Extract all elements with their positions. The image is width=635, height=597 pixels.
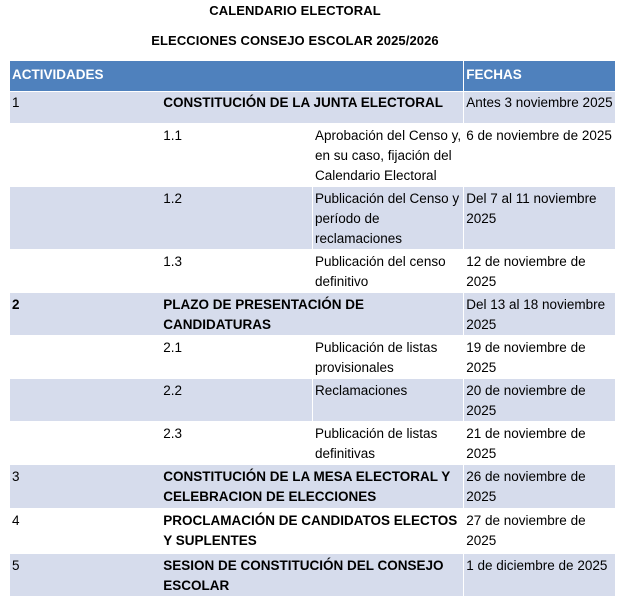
row-activity: CONSTITUCIÓN DE LA JUNTA ELECTORAL bbox=[161, 92, 464, 124]
document-title: CALENDARIO ELECTORAL bbox=[209, 3, 381, 18]
row-activity: PLAZO DE PRESENTACIÓN DE CANDIDATURAS bbox=[161, 293, 464, 336]
row-number: 2 bbox=[10, 293, 161, 336]
row-number: 2.3 bbox=[161, 422, 312, 465]
row-activity: Aprobación del Censo y, en su caso, fijación del Calendario Electoral bbox=[313, 124, 464, 187]
row-date: Antes 3 noviembre 2025 bbox=[464, 92, 615, 124]
row-number: 4 bbox=[10, 509, 161, 554]
row-date: 12 de noviembre de 2025 bbox=[464, 250, 615, 293]
header-activities: ACTIVIDADES bbox=[10, 61, 464, 92]
row-number: 1 bbox=[10, 92, 161, 124]
electoral-calendar-table bbox=[10, 61, 615, 597]
table-row bbox=[10, 187, 615, 250]
row-date: Del 7 al 11 noviembre 2025 bbox=[464, 187, 615, 250]
table-row bbox=[10, 379, 615, 422]
row-activity: CONSTITUCIÓN DE LA MESA ELECTORAL Y CELEBRACION DE ELECCIONES bbox=[161, 465, 464, 509]
row-date: 21 de noviembre de 2025 bbox=[464, 422, 615, 465]
table-row bbox=[10, 92, 615, 124]
row-activity: SESION DE CONSTITUCIÓN DEL CONSEJO ESCOLAR bbox=[161, 554, 464, 597]
table-row bbox=[10, 293, 615, 336]
table-row bbox=[10, 336, 615, 379]
table-row bbox=[10, 509, 615, 554]
row-number: 1.2 bbox=[161, 187, 312, 250]
row-number: 2.1 bbox=[161, 336, 312, 379]
row-activity: Publicación del censo definitivo bbox=[313, 250, 464, 293]
row-activity: PROCLAMACIÓN DE CANDIDATOS ELECTOS Y SUPLENTES bbox=[161, 509, 464, 554]
table-row bbox=[10, 124, 615, 187]
row-date: 19 de noviembre de 2025 bbox=[464, 336, 615, 379]
table-row bbox=[10, 554, 615, 597]
row-date: 20 de noviembre de 2025 bbox=[464, 379, 615, 422]
row-number: 3 bbox=[10, 465, 161, 509]
row-date: 26 de noviembre de 2025 bbox=[464, 465, 615, 509]
row-number: 2.2 bbox=[161, 379, 312, 422]
table-row bbox=[10, 465, 615, 509]
row-activity: Publicación de listas definitivas bbox=[313, 422, 464, 465]
row-date: 6 de noviembre de 2025 bbox=[464, 124, 615, 187]
row-date: Del 13 al 18 noviembre 2025 bbox=[464, 293, 615, 336]
table-row bbox=[10, 250, 615, 293]
row-activity: Publicación de listas provisionales bbox=[313, 336, 464, 379]
row-date: 27 de noviembre de 2025 bbox=[464, 509, 615, 554]
table-row bbox=[10, 422, 615, 465]
row-number: 1.1 bbox=[161, 124, 312, 187]
row-number: 5 bbox=[10, 554, 161, 597]
header-dates: FECHAS bbox=[464, 61, 615, 92]
row-number: 1.3 bbox=[161, 250, 312, 293]
row-activity: Publicación del Censo y período de reclamaciones bbox=[313, 187, 464, 250]
row-date: 1 de diciembre de 2025 bbox=[464, 554, 615, 597]
table-header-row bbox=[10, 61, 615, 92]
document-subtitle: ELECCIONES CONSEJO ESCOLAR 2025/2026 bbox=[151, 33, 439, 48]
row-activity: Reclamaciones bbox=[313, 379, 464, 422]
